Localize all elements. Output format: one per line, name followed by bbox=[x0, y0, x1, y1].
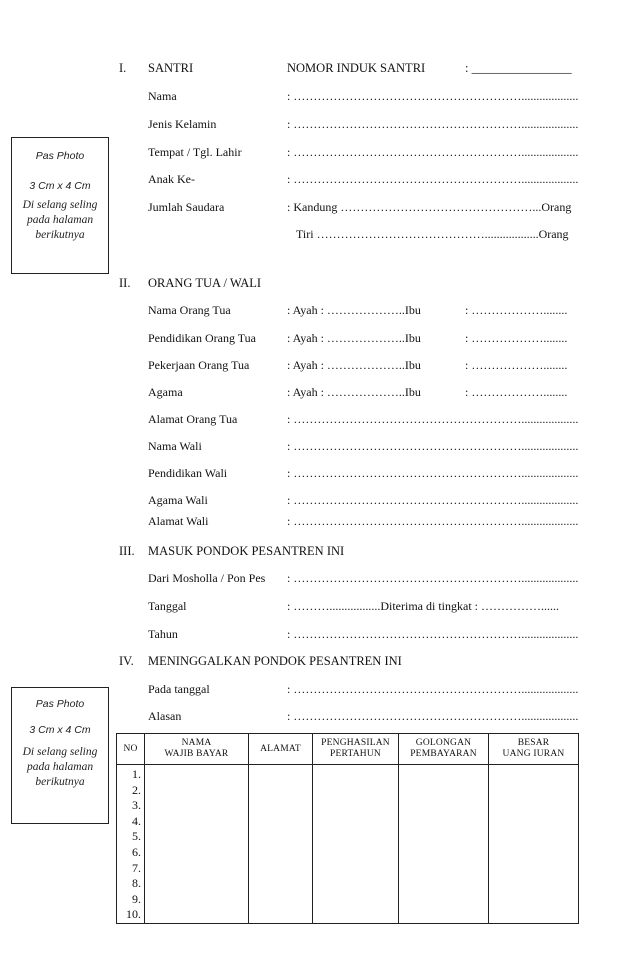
row-number: 8. bbox=[132, 876, 141, 891]
field-ayah-nama[interactable]: : Ayah : ………………..Ibu bbox=[287, 303, 421, 317]
field-saudara-tiri[interactable]: Tiri ……………………………………..................Orang bbox=[296, 227, 569, 241]
field-tahun-masuk[interactable]: : …………………………………………………................... bbox=[287, 627, 579, 641]
row-number: 9. bbox=[132, 891, 141, 906]
row-number: 4. bbox=[132, 813, 141, 828]
cell-nama-wajib-bayar[interactable] bbox=[145, 765, 249, 924]
field-alamat-orang-tua[interactable]: : …………………………………………………................... bbox=[287, 412, 579, 426]
field-jenis-kelamin[interactable]: : …………………………………………………................... bbox=[287, 117, 579, 131]
field-label-agama-wali: Agama Wali bbox=[148, 493, 208, 507]
field-label-pekerjaan-orang-tua: Pekerjaan Orang Tua bbox=[148, 358, 250, 372]
dues-table bbox=[116, 733, 579, 924]
col-header-alamat: ALAMAT bbox=[249, 734, 313, 765]
field-tanggal-keluar[interactable]: : …………………………………………………................... bbox=[287, 682, 579, 696]
section-1-title: SANTRI bbox=[148, 61, 194, 75]
col-header-golongan: GOLONGAN PEMBAYARAN bbox=[399, 734, 489, 765]
photo-box-title: Pas Photo bbox=[35, 698, 85, 710]
photo-box-note: Di selang seling pada halaman berikutnya bbox=[22, 746, 98, 788]
field-ibu-pekerjaan[interactable]: : ………………........ bbox=[465, 358, 568, 372]
section-2-numeral: II. bbox=[119, 276, 131, 290]
section-1-numeral: I. bbox=[119, 61, 127, 75]
photo-box-size: 3 Cm x 4 Cm bbox=[29, 724, 91, 736]
row-number: 2. bbox=[132, 782, 141, 797]
field-ayah-agama[interactable]: : Ayah : ………………..Ibu bbox=[287, 385, 421, 399]
field-label-asal-pondok: Dari Mosholla / Pon Pes bbox=[148, 571, 266, 585]
section-2-title: ORANG TUA / WALI bbox=[148, 276, 262, 290]
field-label-alasan: Alasan bbox=[148, 709, 182, 723]
col-header-besar-iuran: BESAR UANG IURAN bbox=[489, 734, 579, 765]
photo-box-2 bbox=[11, 687, 109, 824]
row-number: 1. bbox=[132, 767, 141, 781]
table-row bbox=[117, 765, 579, 924]
field-label-tahun-masuk: Tahun bbox=[148, 627, 178, 641]
nis-label: NOMOR INDUK SANTRI bbox=[287, 61, 426, 75]
field-alasan[interactable]: : …………………………………………………................... bbox=[287, 709, 579, 723]
row-number: 6. bbox=[132, 844, 141, 859]
field-tanggal-masuk[interactable]: : ……….................Diterima di tingkat : ……………...... bbox=[287, 599, 559, 613]
field-label-nama-wali: Nama Wali bbox=[148, 439, 202, 453]
row-number: 5. bbox=[132, 829, 141, 844]
field-ibu-pendidikan[interactable]: : ………………........ bbox=[465, 331, 568, 345]
field-saudara-kandung[interactable]: : Kandung …………………………………………...Orang bbox=[287, 200, 572, 214]
field-alamat-wali[interactable]: : …………………………………………………................... bbox=[287, 514, 579, 528]
field-label-pendidikan-wali: Pendidikan Wali bbox=[148, 466, 228, 480]
field-anak-ke[interactable]: : …………………………………………………................... bbox=[287, 172, 579, 186]
row-number: 3. bbox=[132, 798, 141, 813]
photo-box-title: Pas Photo bbox=[35, 150, 85, 162]
field-agama-wali[interactable]: : …………………………………………………................... bbox=[287, 493, 579, 507]
row-number: 10. bbox=[126, 907, 141, 922]
cell-besar-iuran[interactable] bbox=[489, 765, 579, 924]
field-label-alamat-orang-tua: Alamat Orang Tua bbox=[148, 412, 238, 426]
photo-box-size: 3 Cm x 4 Cm bbox=[29, 180, 91, 192]
field-pendidikan-wali[interactable]: : …………………………………………………................... bbox=[287, 466, 579, 480]
field-label-agama: Agama bbox=[148, 385, 183, 399]
row-numbers bbox=[117, 765, 145, 924]
field-ayah-pendidikan[interactable]: : Ayah : ………………..Ibu bbox=[287, 331, 421, 345]
col-header-nama-wajib-bayar: NAMA WAJIB BAYAR bbox=[145, 734, 249, 765]
field-label-anak-ke: Anak Ke- bbox=[148, 172, 195, 186]
field-asal-pondok[interactable]: : …………………………………………………................... bbox=[287, 571, 579, 585]
field-label-jenis-kelamin: Jenis Kelamin bbox=[148, 117, 217, 131]
field-nama[interactable]: : …………………………………………………................... bbox=[287, 89, 579, 103]
section-3-numeral: III. bbox=[119, 544, 135, 558]
field-label-nama: Nama bbox=[148, 89, 177, 103]
cell-golongan[interactable] bbox=[399, 765, 489, 924]
field-label-tempat-lahir: Tempat / Tgl. Lahir bbox=[148, 145, 242, 159]
row-number: 7. bbox=[132, 860, 141, 875]
field-label-pendidikan-orang-tua: Pendidikan Orang Tua bbox=[148, 331, 256, 345]
section-3-title: MASUK PONDOK PESANTREN INI bbox=[148, 544, 345, 558]
field-ayah-pekerjaan[interactable]: : Ayah : ………………..Ibu bbox=[287, 358, 421, 372]
field-label-jumlah-saudara: Jumlah Saudara bbox=[148, 200, 225, 214]
field-label-tanggal-keluar: Pada tanggal bbox=[148, 682, 210, 696]
field-ibu-agama[interactable]: : ………………........ bbox=[465, 385, 568, 399]
photo-box-1 bbox=[11, 137, 109, 274]
section-4-numeral: IV. bbox=[119, 654, 134, 668]
table-header-row bbox=[117, 734, 579, 765]
field-label-alamat-wali: Alamat Wali bbox=[148, 514, 209, 528]
field-ibu-nama[interactable]: : ………………........ bbox=[465, 303, 568, 317]
field-label-tanggal-masuk: Tanggal bbox=[148, 599, 187, 613]
field-nama-wali[interactable]: : …………………………………………………................... bbox=[287, 439, 579, 453]
col-header-penghasilan: PENGHASILAN PERTAHUN bbox=[313, 734, 399, 765]
nis-field[interactable]: : ________________ bbox=[465, 61, 572, 75]
field-label-nama-orang-tua: Nama Orang Tua bbox=[148, 303, 231, 317]
photo-box-note: Di selang seling pada halaman berikutnya bbox=[22, 199, 98, 241]
cell-penghasilan[interactable] bbox=[313, 765, 399, 924]
cell-alamat[interactable] bbox=[249, 765, 313, 924]
field-tempat-lahir[interactable]: : …………………………………………………................... bbox=[287, 145, 579, 159]
col-header-no: NO bbox=[117, 734, 145, 765]
section-4-title: MENINGGALKAN PONDOK PESANTREN INI bbox=[148, 654, 402, 668]
